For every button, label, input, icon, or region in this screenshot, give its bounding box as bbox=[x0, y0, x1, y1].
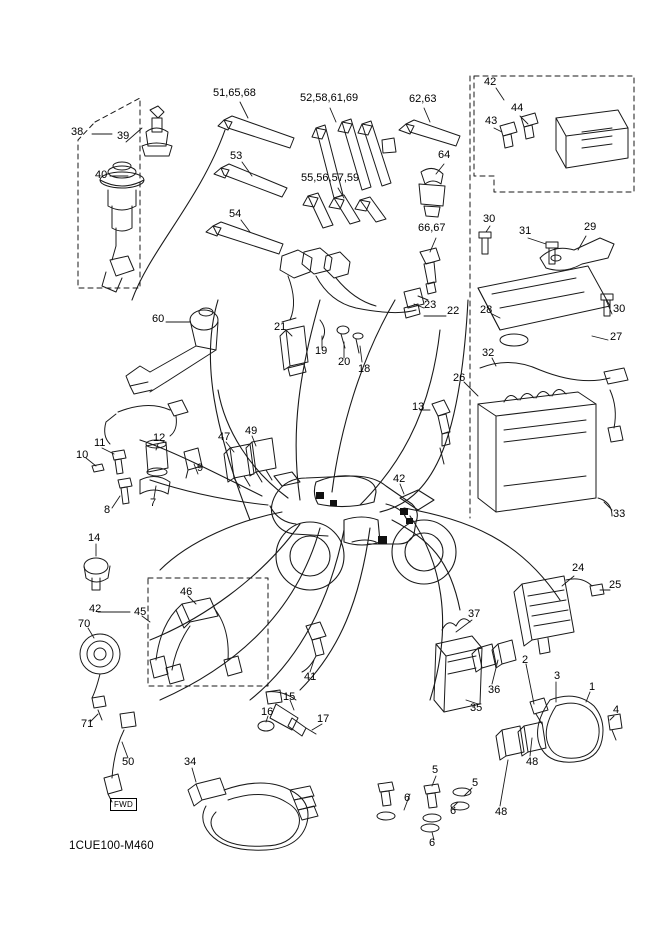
callout-43: 43 bbox=[485, 115, 498, 127]
callout-6-lower: 6 bbox=[429, 837, 436, 849]
callout-1: 1 bbox=[589, 681, 596, 693]
callout-21: 21 bbox=[274, 321, 287, 333]
callout-38: 38 bbox=[71, 126, 84, 138]
callout-13: 13 bbox=[412, 401, 425, 413]
callout-35: 35 bbox=[470, 702, 483, 714]
callout-46: 46 bbox=[180, 586, 193, 598]
callout-30-upper: 30 bbox=[483, 213, 496, 225]
callout-47: 47 bbox=[218, 431, 231, 443]
callout-15: 15 bbox=[283, 691, 296, 703]
callout-8: 8 bbox=[104, 504, 111, 516]
callout-33: 33 bbox=[613, 508, 626, 520]
callout-5-lower: 5 bbox=[472, 777, 479, 789]
callout-28: 28 bbox=[480, 304, 493, 316]
callout-40: 40 bbox=[95, 169, 108, 181]
callout-30-lower: 30 bbox=[613, 303, 626, 315]
callout-42-top: 42 bbox=[484, 76, 497, 88]
callout-10: 10 bbox=[76, 449, 89, 461]
callout-7: 7 bbox=[150, 497, 157, 509]
callout-22: 22 bbox=[447, 305, 460, 317]
callout-37: 37 bbox=[468, 608, 481, 620]
callout-6-upper: 6 bbox=[404, 792, 411, 804]
callout-24: 24 bbox=[572, 562, 585, 574]
callout-50: 50 bbox=[122, 756, 135, 768]
callout-52-58-61-69: 52,58,61,69 bbox=[300, 92, 359, 104]
callout-45: 45 bbox=[134, 606, 147, 618]
callout-49: 49 bbox=[245, 425, 258, 437]
callout-11: 11 bbox=[94, 437, 106, 449]
diagram-part-number: 1CUE100-M460 bbox=[69, 840, 154, 852]
callout-26: 26 bbox=[453, 372, 466, 384]
callout-48-lower: 48 bbox=[495, 806, 508, 818]
callout-19: 19 bbox=[315, 345, 328, 357]
callout-51-65-68: 51,65,68 bbox=[213, 87, 256, 99]
callout-23: 23 bbox=[424, 299, 437, 311]
callout-16: 16 bbox=[261, 706, 274, 718]
callout-62-63: 62,63 bbox=[409, 93, 437, 105]
callout-6-middle: 6 bbox=[450, 805, 457, 817]
callout-31: 31 bbox=[519, 225, 532, 237]
callout-36: 36 bbox=[488, 684, 501, 696]
callout-34: 34 bbox=[184, 756, 197, 768]
callout-41: 41 bbox=[304, 671, 317, 683]
callout-70: 70 bbox=[78, 618, 91, 630]
callout-54: 54 bbox=[229, 208, 242, 220]
callout-44: 44 bbox=[511, 102, 524, 114]
callout-20: 20 bbox=[338, 356, 351, 368]
callout-71: 71 bbox=[81, 718, 94, 730]
callout-60: 60 bbox=[152, 313, 165, 325]
callout-12: 12 bbox=[153, 432, 166, 444]
callout-3: 3 bbox=[554, 670, 561, 682]
callout-42-lower: 42 bbox=[89, 603, 102, 615]
callout-5-upper: 5 bbox=[432, 764, 439, 776]
callout-48-upper: 48 bbox=[526, 756, 539, 768]
callout-53: 53 bbox=[230, 150, 243, 162]
callout-55-56-57-59: 55,56,57,59 bbox=[301, 172, 360, 184]
callout-4: 4 bbox=[613, 704, 620, 716]
callout-2: 2 bbox=[522, 654, 529, 666]
callout-14: 14 bbox=[88, 532, 101, 544]
callout-25: 25 bbox=[609, 579, 622, 591]
callout-29: 29 bbox=[584, 221, 597, 233]
callout-18: 18 bbox=[358, 363, 371, 375]
callout-17: 17 bbox=[317, 713, 330, 725]
callout-64: 64 bbox=[438, 149, 451, 161]
callout-27: 27 bbox=[610, 331, 623, 343]
callout-42-middle: 42 bbox=[393, 473, 406, 485]
fwd-direction-marker: FWD bbox=[110, 798, 137, 811]
callout-39: 39 bbox=[117, 130, 130, 142]
callout-66-67: 66,67 bbox=[418, 222, 446, 234]
callout-32: 32 bbox=[482, 347, 495, 359]
callout-9: 9 bbox=[197, 462, 204, 474]
